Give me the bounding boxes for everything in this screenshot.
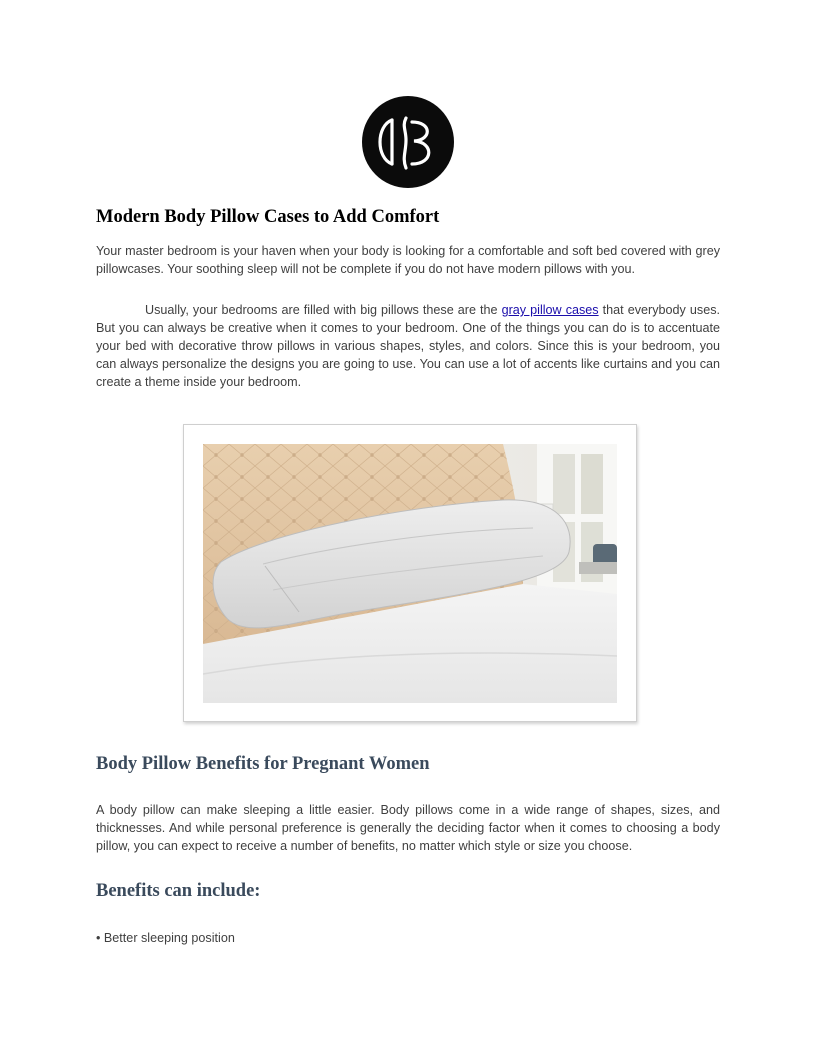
- brand-logo: [362, 96, 454, 188]
- benefits-heading: Body Pillow Benefits for Pregnant Women: [96, 754, 430, 774]
- intro-paragraph-2-text-b: that everybody uses. But you can always be creative when it comes to your bedroom. One of the things you can do is to accentuate your bed with decorative throw pillows in various shapes, styles, and colors. Since this is your bedroom, you can always personalize the designs you are going to use. You can use a lot of accents like curtains and you can create a theme inside your bedroom.: [96, 303, 720, 389]
- benefits-list-heading: Benefits can include:: [96, 881, 261, 901]
- intro-paragraph-1: Your master bedroom is your haven when your body is looking for a comfortable and soft bed covered with grey pillowcases. Your soothing sleep will not be complete if you do not have modern pillows with you.: [96, 244, 720, 276]
- body-pillow-photo: [203, 444, 617, 703]
- list-item: • Better sleeping position: [96, 931, 235, 945]
- photo-frame: [183, 424, 637, 722]
- intro-paragraph-2: [96, 301, 720, 391]
- gray-pillow-cases-link[interactable]: gray pillow cases: [501, 303, 599, 317]
- page-title: Modern Body Pillow Cases to Add Comfort: [96, 207, 440, 227]
- intro-paragraph-2-text-a: Usually, your bedrooms are filled with big pillows these are the: [145, 303, 502, 317]
- benefits-paragraph: A body pillow can make sleeping a little easier. Body pillows come in a wide range of shapes, sizes, and thicknesses. And while personal preference is generally the deciding factor when it comes to choosing a body pillow, you can expect to receive a number of benefits, no matter which style or size you choose.: [96, 803, 720, 853]
